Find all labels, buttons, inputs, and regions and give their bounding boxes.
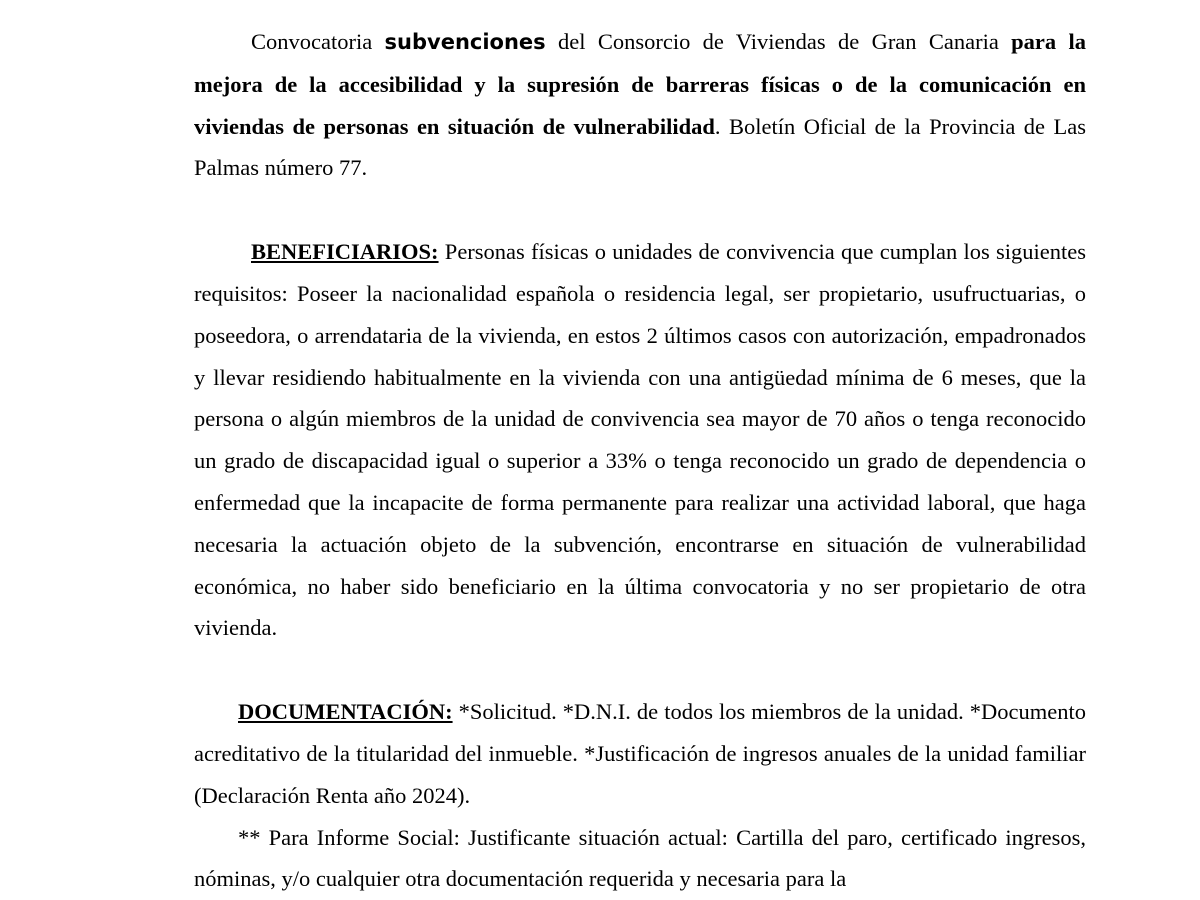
beneficiarios-heading: BENEFICIARIOS: xyxy=(251,239,439,265)
beneficiarios-text: Personas físicas o unidades de convivencia que cumplan los siguientes requisitos: Poseer la nacionalidad española o residencia legal, ser propietario, usufructuarias, o poseedora, o arrendataria de la vivienda, en estos 2 últimos casos con autorización, empadronados y llevar residiendo habitualmente en la vivienda con una antigüedad mínima de 6 meses, que la persona o algún miembros de la unidad de convivencia sea mayor de 70 años o tenga reconocido un grado de discapacidad igual o superior a 33% o tenga reconocido un grado de dependencia o enfermedad que la incapacite de forma permanente para realizar una actividad laboral, que haga necesaria la actuación objeto de la subvención, encontrarse en situación de vulnerabilidad económica, no haber sido beneficiario en la última convocatoria y no ser propietario de otra vivienda. xyxy=(194,239,1086,641)
beneficiarios-paragraph xyxy=(194,231,1086,649)
documentacion-paragraph xyxy=(194,691,1086,816)
intro-subvenciones: subvenciones xyxy=(384,30,546,54)
documentacion-text: *Solicitud. *D.N.I. de todos los miembros de la unidad. *Documento acreditativo de la titularidad del inmueble. *Justificación de ingresos anuales de la unidad familiar (Declaración Renta año 2024). xyxy=(194,699,1086,808)
documentacion-heading: DOCUMENTACIÓN: xyxy=(238,699,453,725)
informe-social-paragraph xyxy=(194,817,1086,900)
intro-paragraph xyxy=(194,21,1086,189)
intro-text-1: Convocatoria xyxy=(251,29,385,54)
paragraph-gap xyxy=(194,649,1086,691)
document-page xyxy=(194,21,1086,900)
intro-text-5: . Boletín Oficial de la Provincia de Las Palmas número 77. xyxy=(194,113,1086,181)
intro-text-3: del Consorcio de Viviendas de Gran Canaria xyxy=(545,29,1012,54)
paragraph-gap xyxy=(194,189,1086,231)
intro-bold-title: para la mejora de la accesibilidad y la supresión de barreras físicas o de la comunicación en viviendas de personas en situación de vulnerabilidad xyxy=(194,29,1086,139)
informe-social-text: ** Para Informe Social: Justificante situación actual: Cartilla del paro, certificado ingresos, nóminas, y/o cualquier otra documentación requerida y necesaria para la xyxy=(194,824,1086,892)
